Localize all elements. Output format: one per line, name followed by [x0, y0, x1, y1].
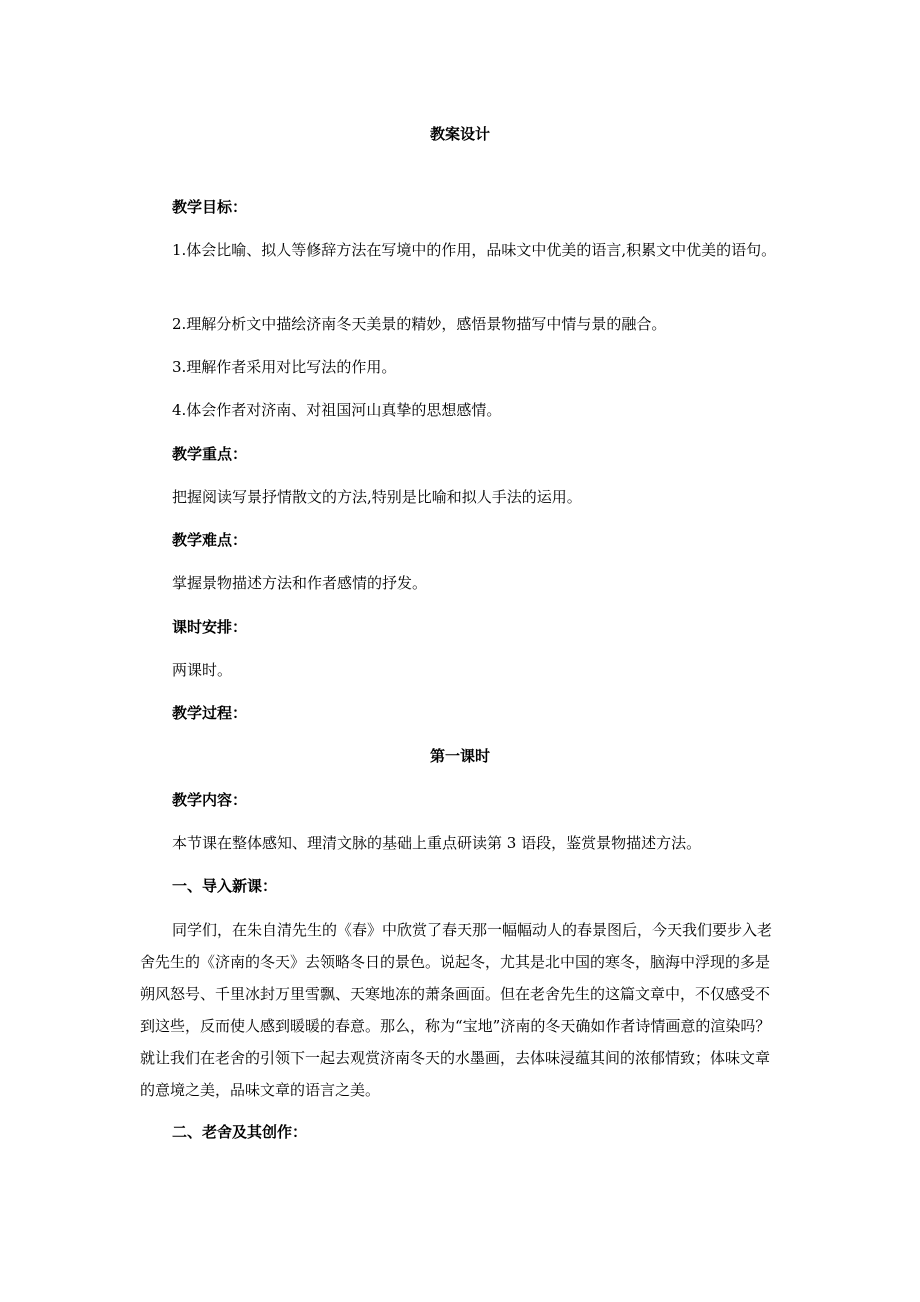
key-points-heading: 教学重点： [172, 445, 248, 463]
lesson1-content-text: 本节课在整体感知、理清文脉的基础上重点研读第 3 语段，鉴赏景物描述方法。 [172, 834, 702, 852]
objective-item-2: 2.理解分析文中描绘济南冬天美景的精妙，感悟景物描写中情与景的融合。 [172, 315, 667, 333]
section1-text: 同学们，在朱自清先生的《春》中欣赏了春天那一幅幅动人的春景图后，今天我们要步入老舍先生的《济南的冬天》去领略冬日的景色。说起冬，尤其是北中国的寒冬，脑海中浮现的多是朔风怒号、千里冰封万里雪飘、天寒地冻的萧条画面。但在老舍先生的这篇文章中，不仅感受不到这些，反而使人感到暖暖的春意。那么，称为“宝地”济南的冬天确如作者诗情画意的渲染吗？就让我们在老舍的引领下一起去观赏济南冬天的水墨画，去体味浸蕴其间的浓郁情致；体味文章的意境之美，品味文章的语言之美。 [140, 921, 773, 1099]
process-heading: 教学过程： [172, 704, 248, 722]
difficulties-heading: 教学难点： [172, 531, 248, 549]
section1-heading: 一、导入新课： [172, 877, 278, 895]
objective-item-1: 1.体会比喻、拟人等修辞方法在写境中的作用，品味文中优美的语言,积累文中优美的语句。 [172, 241, 777, 259]
section2-heading: 二、老舍及其创作： [172, 1123, 308, 1141]
lesson1-title: 第一课时 [429, 747, 490, 765]
lesson1-content-heading: 教学内容： [172, 791, 248, 809]
objective-item-4: 4.体会作者对济南、对祖国河山真挚的思想感情。 [172, 401, 502, 419]
document-title: 教案设计 [429, 125, 490, 143]
key-points-text: 把握阅读写景抒情散文的方法,特别是比喻和拟人手法的运用。 [172, 488, 582, 506]
difficulties-text: 掌握景物描述方法和作者感情的抒发。 [172, 574, 428, 592]
schedule-text: 两课时。 [172, 661, 233, 679]
objective-item-3: 3.理解作者采用对比写法的作用。 [172, 358, 397, 376]
objectives-heading: 教学目标： [172, 198, 248, 216]
schedule-heading: 课时安排： [172, 618, 248, 636]
